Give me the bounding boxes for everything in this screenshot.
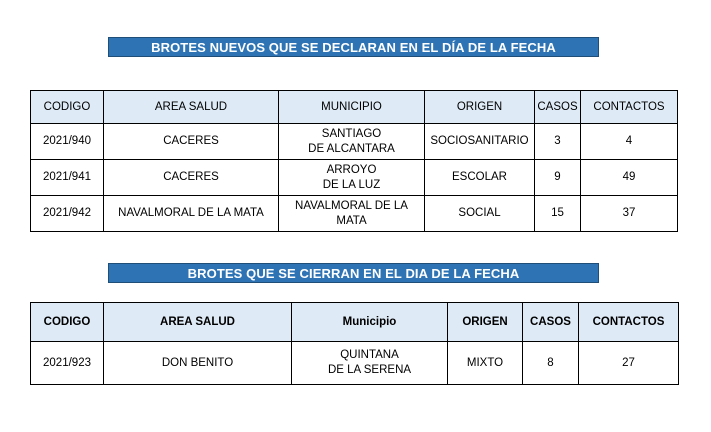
municipio-line-2: DE ALCANTARA	[308, 142, 395, 155]
closed-outbreaks-title: BROTES QUE SE CIERRAN EN EL DIA DE LA FECHA	[108, 263, 599, 283]
cell-municipio	[279, 124, 425, 160]
column-header-contactos: CONTACTOS	[579, 303, 679, 342]
cell-origen: SOCIOSANITARIO	[425, 124, 535, 160]
cell-casos: 9	[535, 160, 581, 196]
column-header-casos: CASOS	[535, 91, 581, 124]
cell-origen: ESCOLAR	[425, 160, 535, 196]
table-header-row	[31, 303, 679, 342]
closed-outbreaks-table	[30, 302, 679, 385]
column-header-municipio: MUNICIPIO	[279, 91, 425, 124]
municipio-line-1: QUINTANA	[340, 349, 399, 361]
column-header-area-salud: AREA SALUD	[104, 303, 292, 342]
cell-origen: MIXTO	[448, 342, 523, 385]
cell-municipio	[279, 196, 425, 232]
cell-area-salud: CACERES	[104, 160, 279, 196]
table-row	[31, 160, 678, 196]
column-header-origen: ORIGEN	[425, 91, 535, 124]
cell-municipio	[292, 342, 448, 385]
cell-area-salud: DON BENITO	[104, 342, 292, 385]
column-header-codigo: CODIGO	[31, 303, 104, 342]
cell-codigo: 2021/940	[31, 124, 104, 160]
cell-contactos: 27	[579, 342, 679, 385]
column-header-codigo: CODIGO	[31, 91, 104, 124]
table-header-row	[31, 91, 678, 124]
column-header-contactos: CONTACTOS	[581, 91, 678, 124]
municipio-line-1: ARROYO	[326, 163, 377, 176]
table-row	[31, 342, 679, 385]
cell-contactos: 49	[581, 160, 678, 196]
column-header-casos: CASOS	[523, 303, 579, 342]
cell-contactos: 4	[581, 124, 678, 160]
column-header-origen: ORIGEN	[448, 303, 523, 342]
municipio-line-2: MATA	[336, 214, 367, 227]
cell-codigo: 2021/941	[31, 160, 104, 196]
municipio-line-1: SANTIAGO	[321, 127, 382, 140]
cell-contactos: 37	[581, 196, 678, 232]
cell-municipio	[279, 160, 425, 196]
cell-area-salud: CACERES	[104, 124, 279, 160]
new-outbreaks-table	[30, 90, 678, 232]
cell-codigo: 2021/923	[31, 342, 104, 385]
cell-area-salud: NAVALMORAL DE LA MATA	[104, 196, 279, 232]
new-outbreaks-title: BROTES NUEVOS QUE SE DECLARAN EN EL DÍA DE LA FECHA	[108, 37, 599, 57]
cell-origen: SOCIAL	[425, 196, 535, 232]
cell-codigo: 2021/942	[31, 196, 104, 232]
column-header-municipio: Municipio	[292, 303, 448, 342]
column-header-area-salud: AREA SALUD	[104, 91, 279, 124]
table-row	[31, 124, 678, 160]
municipio-line-2: DE LA LUZ	[322, 178, 381, 191]
municipio-line-2: DE LA SERENA	[327, 364, 412, 376]
table-row	[31, 196, 678, 232]
municipio-line-1: NAVALMORAL DE LA	[295, 199, 408, 212]
cell-casos: 3	[535, 124, 581, 160]
cell-casos: 8	[523, 342, 579, 385]
cell-casos: 15	[535, 196, 581, 232]
